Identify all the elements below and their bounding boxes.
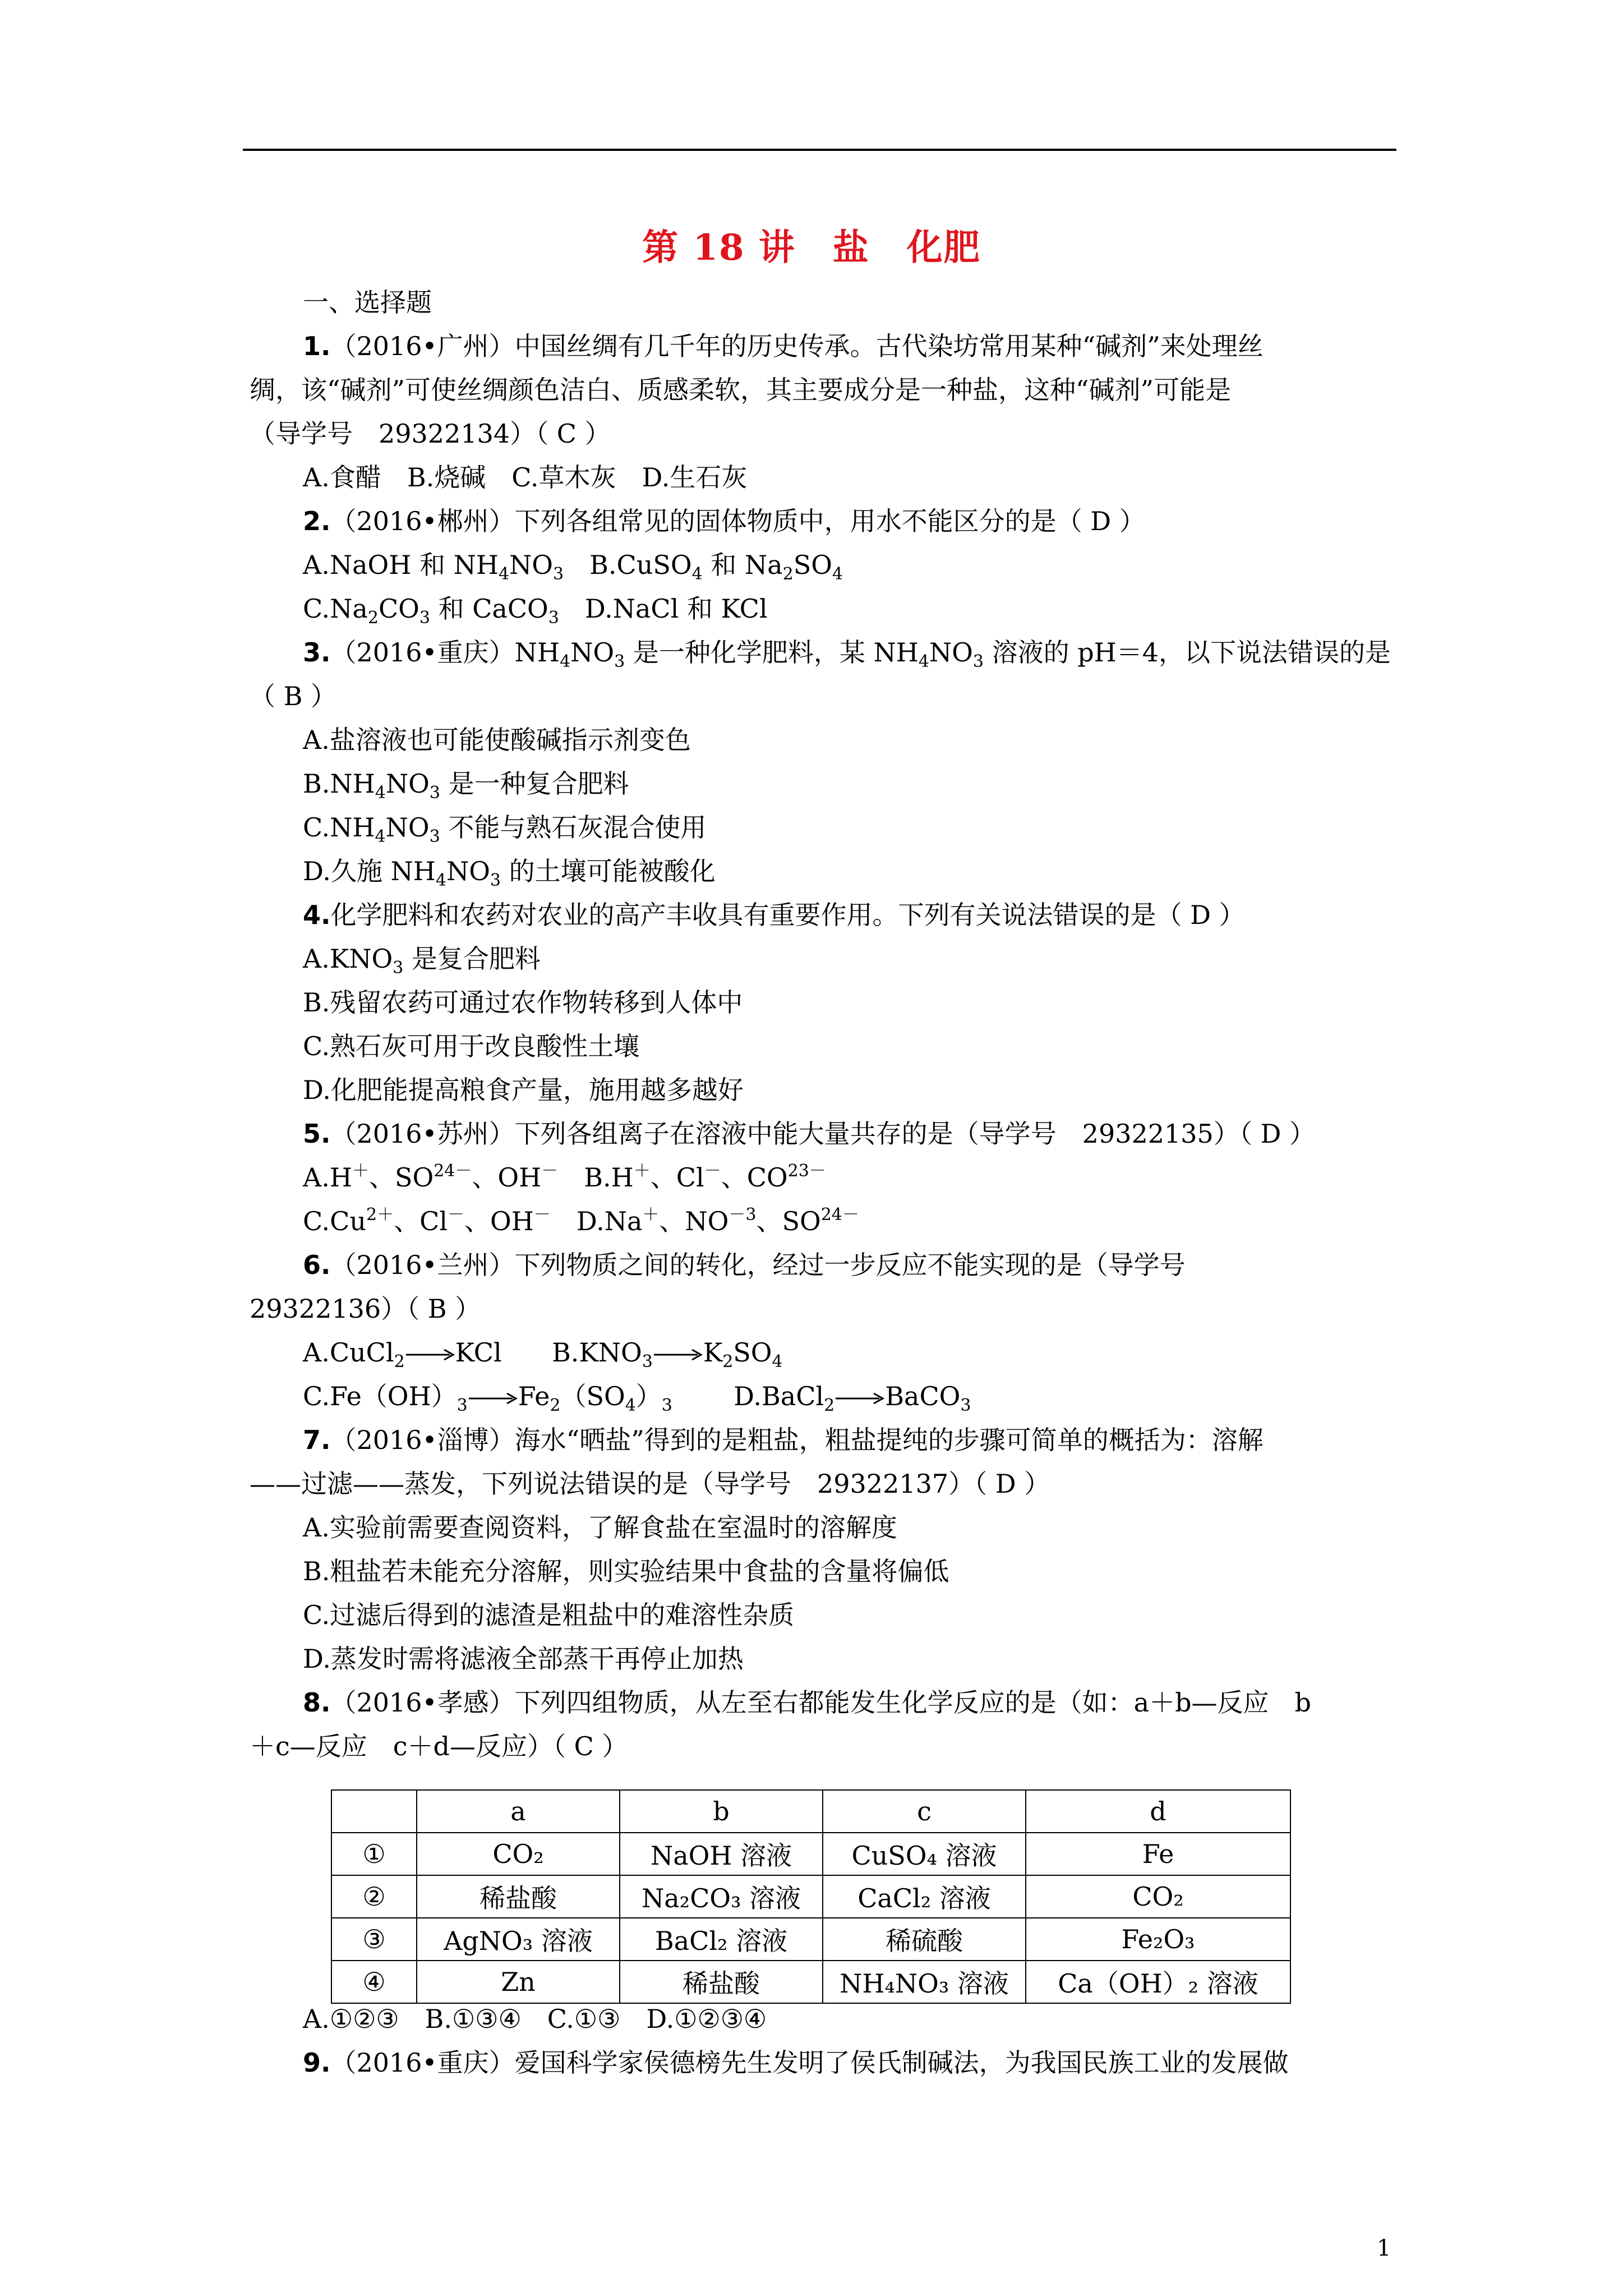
- table-cell: Fe₂O₃: [1026, 1918, 1290, 1961]
- question-6-stem: 6.（2016•兰州）下列物质之间的转化，经过一步反应不能实现的是（导学号: [303, 1250, 1186, 1280]
- question-3-option-b: $B.NH_4NO_3$ 是一种复合肥料: [303, 769, 629, 803]
- question-8-stem-2: ＋c—反应 c＋d—反应）（ C ）: [250, 1731, 628, 1761]
- table-header-cell: [331, 1790, 417, 1833]
- table-cell: CuSO₄ 溶液: [823, 1833, 1026, 1875]
- question-5-stem: 5.（2016•苏州）下列各组离子在溶液中能大量共存的是（导学号 29322135）（ D ）: [303, 1119, 1315, 1149]
- question-7-stem-2: ——过滤——蒸发，下列说法错误的是（导学号 29322137）（ D ）: [250, 1469, 1050, 1499]
- table-cell: Ca（OH）₂ 溶液: [1026, 1961, 1290, 2003]
- question-3-option-a: A.盐溶液也可能使酸碱指示剂变色: [303, 725, 691, 755]
- table-row: [331, 1918, 1290, 1961]
- question-2-options-ab: A.NaOH 和 $NH_4NO_3$ B.CuSO$_4$ 和 $Na_2SO_4$: [303, 550, 843, 584]
- table-cell: CO₂: [417, 1833, 620, 1875]
- question-6-options-cd: $C.Fe(OH)_3$ $Fe_2(SO_4)_3$ D.BaCl$_2$ BaCO$_3$: [303, 1381, 971, 1415]
- table-cell: BaCl₂ 溶液: [620, 1918, 823, 1961]
- question-3-option-c: $C.NH_4NO_3$ 不能与熟石灰混合使用: [303, 812, 707, 846]
- table-cell: 稀硫酸: [823, 1918, 1026, 1961]
- table-header-row: [331, 1790, 1290, 1833]
- table-header-cell: d: [1026, 1790, 1290, 1833]
- table-cell: NaOH 溶液: [620, 1833, 823, 1875]
- page-number: 1: [1377, 2235, 1391, 2261]
- question-7-option-b: B.粗盐若未能充分溶解，则实验结果中食盐的含量将偏低: [303, 1556, 949, 1586]
- table-cell: AgNO₃ 溶液: [417, 1918, 620, 1961]
- arrow-icon: [468, 1390, 518, 1407]
- table-cell: Zn: [417, 1961, 620, 2003]
- arrow-icon: [405, 1346, 455, 1363]
- table-row: [331, 1833, 1290, 1875]
- question-1-options: A.食醋 B.烧碱 C.草木灰 D.生石灰: [303, 462, 748, 493]
- question-8-options: A.①②③ B.①③④ C.①③ D.①②③④: [303, 2004, 767, 2034]
- question-4-option-b: B.残留农药可通过农作物转移到人体中: [303, 987, 743, 1018]
- arrow-icon: [653, 1346, 703, 1363]
- table-header-cell: a: [417, 1790, 620, 1833]
- question-1-line-1: 1.（2016•广州）中国丝绸有几千年的历史传承。古代染坊常用某种“碱剂”来处理丝: [303, 331, 1264, 361]
- question-7-option-d: D.蒸发时需将滤液全部蒸干再停止加热: [303, 1644, 744, 1674]
- question-3-option-d: D.久施 $NH_4NO_3$ 的土壤可能被酸化: [303, 856, 716, 890]
- table-row: [331, 1875, 1290, 1918]
- question-4-option-d: D.化肥能提高粮食产量，施用越多越好: [303, 1075, 744, 1105]
- question-4-option-a: $A.KNO_3$ 是复合肥料: [303, 944, 541, 978]
- table-cell: CO₂: [1026, 1875, 1290, 1918]
- question-2-options-cd: $C.Na_2CO_3$ 和 CaCO$_3$ D.NaCl 和 KCl: [303, 593, 768, 628]
- table-cell: NH₄NO₃ 溶液: [823, 1961, 1026, 2003]
- section-heading: 一、选择题: [303, 287, 432, 318]
- question-8-continued: [303, 1997, 1424, 2085]
- page-title: 第 18 讲 盐 化肥: [642, 227, 981, 269]
- question-1-line-2: 绸，该“碱剂”可使丝绸颜色洁白、质感柔软，其主要成分是一种盐，这种“碱剂”可能是: [250, 375, 1232, 405]
- table-header-cell: b: [620, 1790, 823, 1833]
- question-1-line-3: （导学号 29322134）（ C ）: [250, 418, 611, 449]
- table-cell: 稀盐酸: [620, 1961, 823, 2003]
- question-body: [250, 280, 1394, 1768]
- question-5-options-cd: $C.Cu^{2+}$、Cl－、OH－ D.Na＋、$NO^{-3}$、$SO^{24-}$: [303, 1205, 859, 1236]
- question-4-stem: 4.化学肥料和农药对农业的高产丰收具有重要作用。下列有关说法错误的是（ D ）: [303, 900, 1245, 930]
- question-8-stem: 8.（2016•孝感）下列四组物质，从左至右都能发生化学反应的是（如：a＋b—反应 b: [303, 1687, 1312, 1718]
- header-rule: [243, 149, 1396, 151]
- question-6-stem-2: 29322136）（ B ）: [250, 1294, 481, 1324]
- table-header-cell: c: [823, 1790, 1026, 1833]
- table-cell: ①: [331, 1833, 417, 1875]
- table-cell: Fe: [1026, 1833, 1290, 1875]
- table-cell: ④: [331, 1961, 417, 2003]
- question-6-options-ab: A.CuCl$_2$ KCl $B.KNO_3$ $K_2SO_4$: [303, 1337, 783, 1372]
- question-5-options-ab: A.H＋、$SO^{24-}$、OH－ B.H＋、Cl－、$CO^{23-}$: [303, 1161, 826, 1193]
- arrow-icon: [834, 1390, 885, 1407]
- table-cell: 稀盐酸: [417, 1875, 620, 1918]
- question-3-answer: （ B ）: [250, 681, 337, 711]
- question-7-option-a: A.实验前需要查阅资料，了解食盐在室温时的溶解度: [303, 1512, 897, 1543]
- question-2-stem: 2.（2016•郴州）下列各组常见的固体物质中，用水不能区分的是（ D ）: [303, 506, 1145, 536]
- question-7-stem: 7.（2016•淄博）海水“晒盐”得到的是粗盐，粗盐提纯的步骤可简单的概括为：溶解: [303, 1425, 1264, 1455]
- question-9-stem: 9.（2016•重庆）爱国科学家侯德榜先生发明了侯氏制碱法，为我国民族工业的发展做: [303, 2047, 1289, 2078]
- table-cell: Na₂CO₃ 溶液: [620, 1875, 823, 1918]
- table-cell: ②: [331, 1875, 417, 1918]
- table-cell: ③: [331, 1918, 417, 1961]
- table-cell: CaCl₂ 溶液: [823, 1875, 1026, 1918]
- question-3-stem: 3.（2016•重庆）$NH_4NO_3$ 是一种化学肥料，某 $NH_4NO_3$ 溶液的 pH＝4，以下说法错误的是: [303, 637, 1391, 671]
- reaction-table: [331, 1789, 1291, 2004]
- question-4-option-c: C.熟石灰可用于改良酸性土壤: [303, 1031, 640, 1061]
- question-7-option-c: C.过滤后得到的滤渣是粗盐中的难溶性杂质: [303, 1600, 795, 1630]
